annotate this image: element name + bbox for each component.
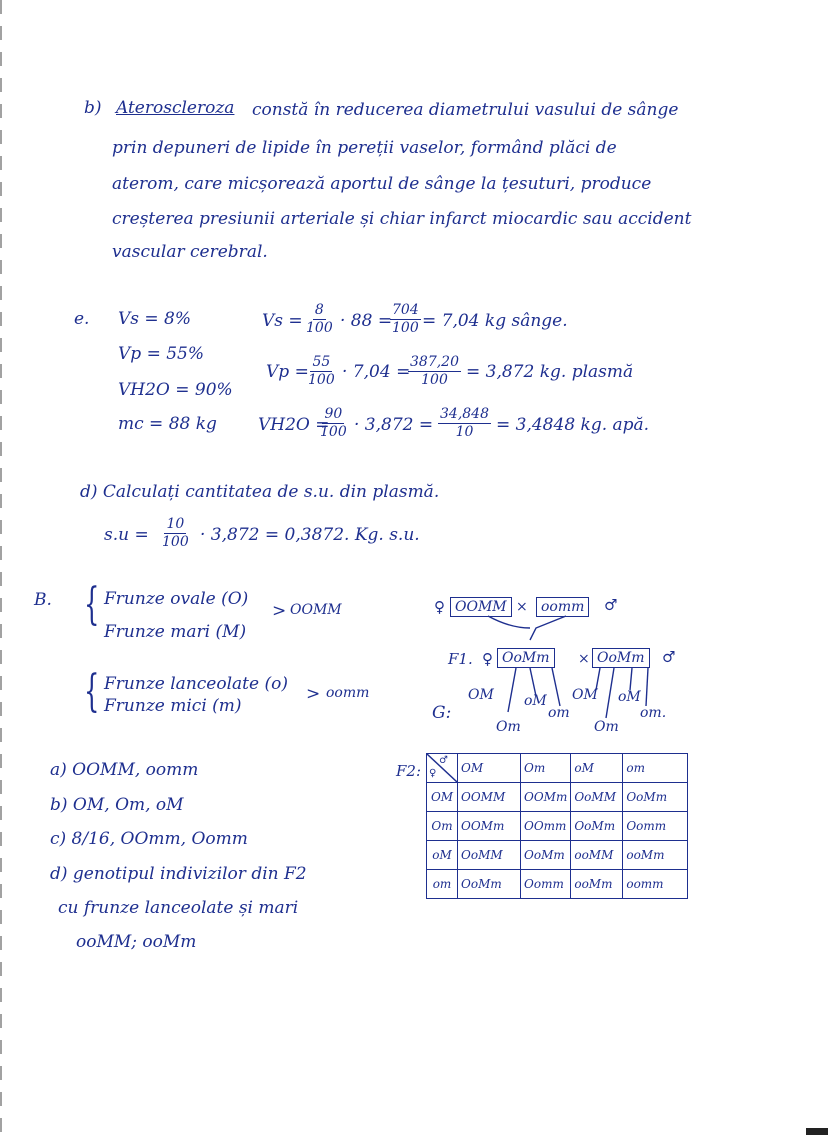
su-num: 10 (164, 517, 186, 534)
gamete-top-3: OM (572, 687, 598, 703)
brace-2-arrow: > (306, 684, 321, 704)
punnett-cell: ooMM (571, 841, 623, 870)
parent-right-genotype: oomm (536, 597, 589, 617)
brace-2-result: oomm (326, 685, 370, 701)
gamete-line-2 (530, 668, 536, 696)
col-header: oM (571, 754, 623, 783)
trait-lanceolate: Frunze lanceolate (o) (104, 674, 288, 694)
cross-line-left (488, 616, 530, 628)
parent-female-symbol: ♀ (434, 598, 445, 616)
parent-male-symbol: ♂ (604, 596, 618, 614)
eq2-mid: · 7,04 = (342, 362, 411, 382)
gamete-line-3 (552, 668, 560, 706)
eq3-fraction-1 (318, 407, 349, 441)
parent-left-genotype: OOMM (450, 597, 512, 617)
eq3-f1-num: 90 (322, 407, 344, 424)
eq3-f1-den: 100 (320, 424, 347, 441)
answer-d: d) genotipul indivizilor din F2 (50, 864, 307, 884)
row-header: Om (427, 812, 458, 841)
parent-cross: × (516, 599, 528, 615)
eq2-f2-den: 100 (421, 372, 448, 389)
punnett-cell: OOMm (521, 783, 571, 812)
trait-oval: Frunze ovale (O) (104, 589, 249, 609)
f1-left-genotype: OoMm (497, 648, 555, 668)
gamete-line-5 (606, 668, 614, 718)
eq1-rhs: = 7,04 kg sânge. (422, 311, 568, 331)
gamete-bottom-4: om. (640, 705, 667, 721)
punnett-cell: OoMM (458, 841, 521, 870)
answer-d-line-2: cu frunze lanceolate și mari (58, 898, 299, 918)
eq3-f2-num: 34,848 (438, 407, 491, 424)
punnett-row (427, 870, 688, 899)
eq2-rhs: = 3,872 kg. plasmă (466, 362, 634, 382)
f1-label: F1. (448, 650, 473, 668)
section-b-term: Ateroscleroza (116, 98, 235, 118)
section-b-line-3: aterom, care micșorează aportul de sânge la țesuturi, produce (112, 174, 652, 194)
trait-small: Frunze mici (m) (104, 696, 242, 716)
punnett-cell: OoMm (623, 783, 688, 812)
answer-a: a) OOMM, oomm (50, 760, 199, 780)
section-b-line-5: vascular cerebral. (112, 242, 268, 262)
punnett-cell: OoMm (571, 812, 623, 841)
col-header: om (623, 754, 688, 783)
eq1-fraction-1 (304, 303, 335, 337)
punnett-cell: oomm (623, 870, 688, 899)
eq3-rhs: = 3,4848 kg. apă. (496, 415, 650, 435)
eq1-fraction-2 (390, 303, 421, 337)
corner-male-symbol: ♂ (439, 755, 448, 766)
given-vh2o: VH2O = 90% (118, 380, 233, 400)
punnett-cell: OOmm (521, 812, 571, 841)
f1-right-genotype: OoMm (592, 648, 650, 668)
row-header: oM (427, 841, 458, 870)
su-den: 100 (162, 534, 189, 551)
gametes-label: G: (432, 703, 452, 723)
corner-female-symbol: ♀ (429, 768, 437, 779)
gamete-bottom-2: om (548, 705, 570, 721)
eq1-lhs: Vs = (262, 311, 303, 331)
brace-1: { (84, 579, 100, 630)
punnett-row (427, 841, 688, 870)
su-fraction (160, 517, 191, 551)
eq2-f2-num: 387,20 (408, 355, 461, 372)
punnett-cell: ooMm (571, 870, 623, 899)
gamete-top-1: OM (468, 687, 494, 703)
punnett-square (426, 753, 688, 899)
punnett-cell: OoMM (571, 783, 623, 812)
col-header: OM (458, 754, 521, 783)
section-d-title: d) Calculați cantitatea de s.u. din plasmă. (80, 482, 440, 502)
given-vp: Vp = 55% (118, 344, 204, 364)
eq1-f1-num: 8 (313, 303, 326, 320)
f1-cross: × (578, 651, 590, 667)
su-lhs: s.u = (104, 525, 149, 545)
gamete-bottom-3: Om (594, 719, 619, 735)
row-header: OM (427, 783, 458, 812)
eq2-fraction-1 (306, 355, 337, 389)
answer-b: b) OM, Om, oM (50, 795, 184, 815)
punnett-row (427, 812, 688, 841)
eq1-f2-num: 704 (390, 303, 421, 320)
punnett-cell: OOMm (458, 812, 521, 841)
punnett-cell: OOMM (458, 783, 521, 812)
section-b-line-4: creșterea presiunii arteriale și chiar infarct miocardic sau accident (112, 209, 692, 229)
su-rhs: · 3,872 = 0,3872. Kg. s.u. (200, 525, 420, 545)
given-mc: mc = 88 kg (118, 414, 217, 434)
section-big-b-label: B. (34, 590, 52, 610)
eq2-lhs: Vp = (266, 362, 309, 382)
punnett-cell: OoMm (458, 870, 521, 899)
eq1-f2-den: 100 (392, 320, 419, 337)
gamete-bottom-1: Om (496, 719, 521, 735)
row-header: om (427, 870, 458, 899)
scan-mark (806, 1128, 828, 1135)
trait-large: Frunze mari (M) (104, 622, 247, 642)
f1-female-symbol: ♀ (482, 650, 493, 668)
punnett-corner (427, 754, 458, 783)
answer-c: c) 8/16, OOmm, Oomm (50, 829, 248, 849)
eq3-fraction-2 (438, 407, 491, 441)
col-header: Om (521, 754, 571, 783)
punnett-cell: Oomm (521, 870, 571, 899)
gamete-top-2: oM (524, 693, 547, 709)
page-left-edge (0, 0, 2, 1139)
eq3-mid: · 3,872 = (354, 415, 434, 435)
punnett-cell: ooMm (623, 841, 688, 870)
section-b-label: b) (84, 98, 102, 118)
answer-d-result: ooMM; ooMm (76, 932, 197, 952)
gamete-top-4: oM (618, 689, 641, 705)
punnett-row (427, 783, 688, 812)
cross-line-right (530, 616, 566, 640)
brace-1-result: OOMM (290, 602, 342, 618)
eq2-fraction-2 (408, 355, 461, 389)
brace-1-arrow: > (272, 601, 287, 621)
given-vs: Vs = 8% (118, 309, 192, 329)
punnett-header-row (427, 754, 688, 783)
gamete-line-1 (508, 668, 516, 712)
section-b-line-2: prin depuneri de lipide în pereții vaselor, formând plăci de (112, 138, 617, 158)
brace-2: { (84, 666, 100, 717)
eq1-mid: · 88 = (340, 311, 393, 331)
gamete-line-7 (646, 668, 648, 706)
f2-label: F2: (396, 762, 422, 780)
punnett-cell: Oomm (623, 812, 688, 841)
gamete-line-6 (630, 668, 632, 690)
eq3-lhs: VH2O = (258, 415, 330, 435)
section-e-label: e. (74, 309, 90, 329)
eq3-f2-den: 10 (455, 424, 474, 441)
f1-male-symbol: ♂ (662, 648, 676, 666)
punnett-cell: OoMm (521, 841, 571, 870)
eq2-f1-num: 55 (310, 355, 332, 372)
eq1-f1-den: 100 (306, 320, 333, 337)
eq2-f1-den: 100 (308, 372, 335, 389)
section-b-line-1: constă în reducerea diametrului vasului de sânge (252, 100, 679, 120)
